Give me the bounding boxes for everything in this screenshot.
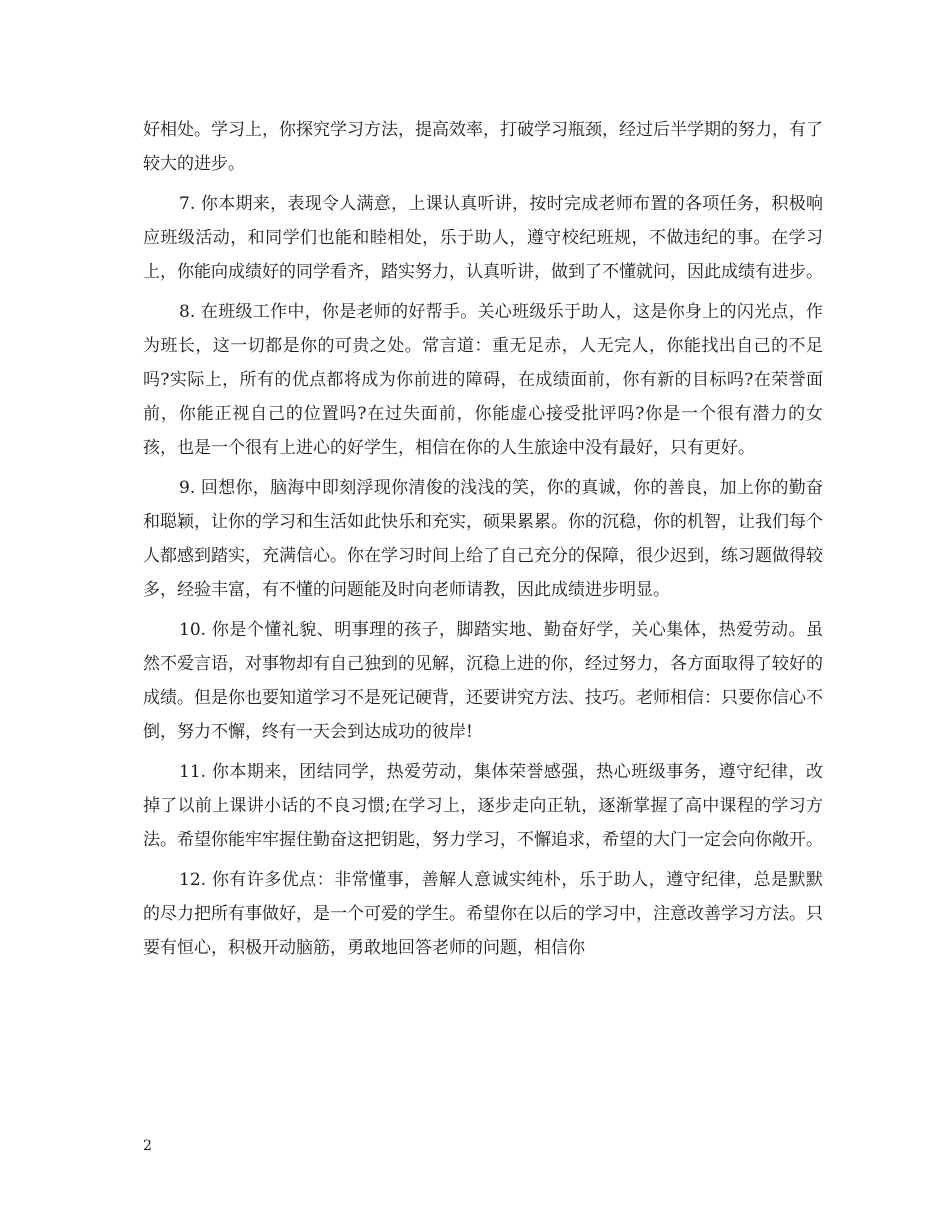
paragraph-continuation: 好相处。学习上，你探究学习方法，提高效率，打破学习瓶颈，经过后半学期的努力，有了较大的进步。 bbox=[143, 120, 823, 174]
paragraph-item-8: 8. 在班级工作中，你是老师的好帮手。关心班级乐于助人，这是你身上的闪光点，作为班长，这一切都是你的可贵之处。常言道：重无足赤，人无完人，你能找出自己的不足吗?实际上，所有的优点都将成为你前进的障碍，在成绩面前，你有新的目标吗?在荣誉面前，你能正视自己的位置吗?在过失面前，你能虚心接受批评吗?你是一个很有潜力的女孩，也是一个很有上进心的好学生，相信在你的人生旅途中没有最好，只有更好。 bbox=[143, 302, 823, 458]
page-number: 2 bbox=[143, 1138, 152, 1154]
paragraph-item-11: 11. 你本期来，团结同学，热爱劳动，集体荣誉感强，热心班级事务，遵守纪律，改掉了以前上课讲小话的不良习惯;在学习上，逐步走向正轨，逐渐掌握了高中课程的学习方法。希望你能牢牢握住勤奋这把钥匙，努力学习，不懈追求，希望的大门一定会向你敞开。 bbox=[143, 762, 823, 850]
document-body bbox=[143, 113, 823, 971]
paragraph-item-12: 12. 你有许多优点：非常懂事，善解人意诚实纯朴，乐于助人，遵守纪律，总是默默的尽力把所有事做好，是一个可爱的学生。希望你在以后的学习中，注意改善学习方法。只要有恒心，积极开动脑筋，勇敢地回答老师的问题，相信你 bbox=[143, 870, 823, 958]
paragraph-item-9: 9. 回想你，脑海中即刻浮现你清俊的浅浅的笑，你的真诚，你的善良，加上你的勤奋和聪颖，让你的学习和生活如此快乐和充实，硕果累累。你的沉稳，你的机智，让我们每个人都感到踏实，充满信心。你在学习时间上给了自己充分的保障，很少迟到，练习题做得较多，经验丰富，有不懂的问题能及时向老师请教，因此成绩进步明显。 bbox=[143, 478, 823, 600]
paragraph-item-10: 10. 你是个懂礼貌、明事理的孩子，脚踏实地、勤奋好学，关心集体，热爱劳动。虽然不爱言语，对事物却有自己独到的见解，沉稳上进的你，经过努力，各方面取得了较好的成绩。但是你也要知道学习不是死记硬背，还要讲究方法、技巧。老师相信：只要你信心不倒，努力不懈，终有一天会到达成功的彼岸! bbox=[143, 620, 823, 742]
paragraph-item-7: 7. 你本期来，表现令人满意，上课认真听讲，按时完成老师布置的各项任务，积极响应班级活动，和同学们也能和睦相处，乐于助人，遵守校纪班规，不做违纪的事。在学习上，你能向成绩好的同学看齐，踏实努力，认真听讲，做到了不懂就问，因此成绩有进步。 bbox=[143, 194, 823, 282]
